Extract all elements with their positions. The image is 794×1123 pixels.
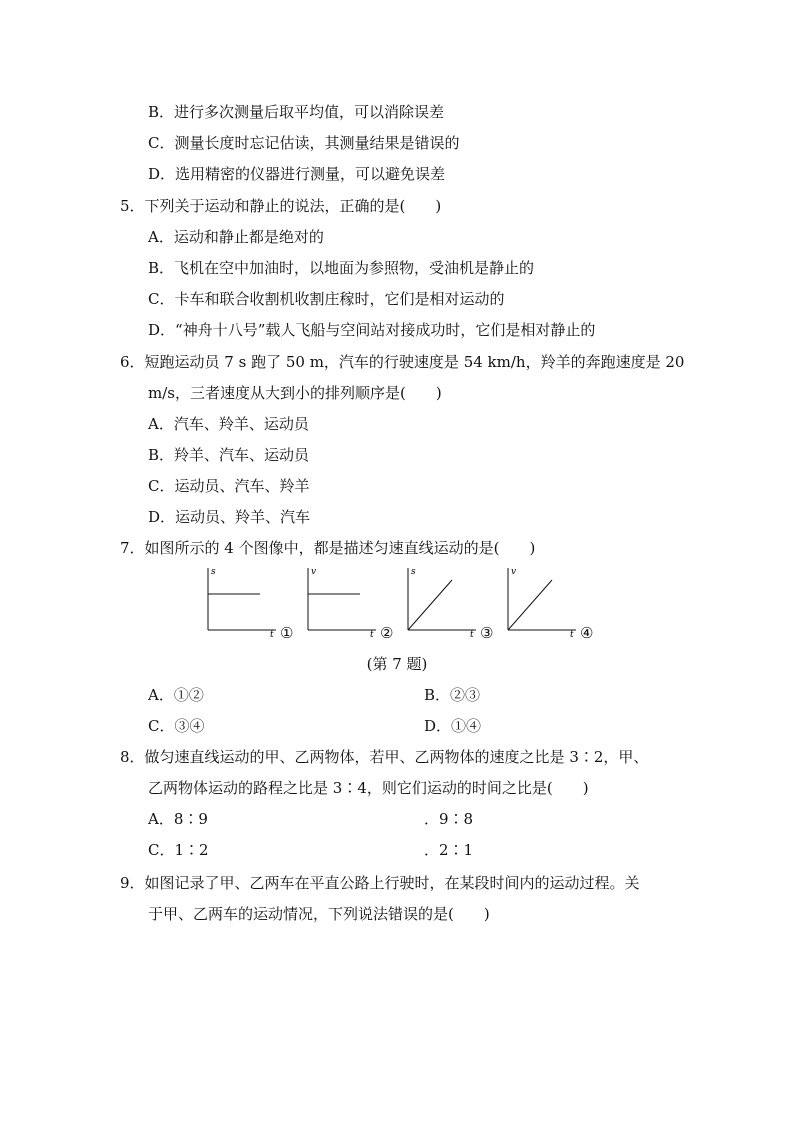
- q6-stem-line1: 6．短跑运动员 7 s 跑了 50 m，汽车的行驶速度是 54 km/h，羚羊的奔跑速度是 20: [120, 353, 685, 371]
- q6-option-b: B．羚羊、汽车、运动员: [148, 446, 310, 464]
- q7-caption: (第 7 题): [366, 655, 428, 673]
- q6-option-c: C．运动员、汽车、羚羊: [148, 477, 310, 495]
- q7-graph-3-x-axis: t: [470, 630, 474, 640]
- q7-option-a: A．①②: [148, 686, 204, 704]
- q7-graph-4-y-axis: v: [511, 567, 517, 577]
- q8-option-b: ．9∶8: [424, 810, 474, 828]
- q4-option-d: D．选用精密的仪器进行测量，可以避免误差: [148, 165, 446, 183]
- q7-graph-1-y-axis: s: [211, 567, 216, 577]
- q7-option-c: C．③④: [148, 717, 205, 735]
- q7-graph-4-x-axis: t: [570, 630, 574, 640]
- q7-option-d: D．①④: [424, 717, 482, 735]
- q5-option-d: D．“神舟十八号”载人飞船与空间站对接成功时，它们是相对静止的: [148, 321, 596, 339]
- q4-option-c: C．测量长度时忘记估读，其测量结果是错误的: [148, 134, 460, 152]
- q5-stem: 5．下列关于运动和静止的说法，正确的是( ): [120, 197, 442, 215]
- q5-option-a: A．运动和静止都是绝对的: [148, 228, 324, 246]
- q8-option-c: C．1∶2: [148, 841, 209, 859]
- q4-option-b: B．进行多次测量后取平均值，可以消除误差: [148, 103, 445, 121]
- q6-option-d: D．运动员、羚羊、汽车: [148, 508, 311, 526]
- q6-option-a: A．汽车、羚羊、运动员: [148, 415, 309, 433]
- q7-graph-3-label: ③: [480, 624, 494, 642]
- q7-graph-2: [306, 564, 396, 644]
- q7-graph-2-x-axis: t: [370, 630, 374, 640]
- q7-graphs: [196, 564, 596, 646]
- q7-graph-1-x-axis: t: [270, 630, 274, 640]
- q6-stem-line2: m/s，三者速度从大到小的排列顺序是( ): [148, 384, 442, 402]
- q7-graph-1: [206, 564, 296, 644]
- q7-stem: 7．如图所示的 4 个图像中，都是描述匀速直线运动的是( ): [120, 539, 536, 557]
- q8-option-a: A．8∶9: [148, 810, 208, 828]
- q8-stem-line2: 乙两物体运动的路程之比是 3∶4，则它们运动的时间之比是( ): [148, 779, 589, 797]
- q7-graph-2-y-axis: v: [311, 567, 317, 577]
- q7-graph-4: [506, 564, 596, 644]
- q7-graph-3: [406, 564, 496, 644]
- q8-option-d: ．2∶1: [424, 841, 474, 859]
- q7-graph-2-label: ②: [380, 624, 394, 642]
- q5-option-c: C．卡车和联合收割机收割庄稼时，它们是相对运动的: [148, 290, 505, 308]
- q8-stem-line1: 8．做匀速直线运动的甲、乙两物体，若甲、乙两物体的速度之比是 3∶2，甲、: [120, 748, 649, 766]
- q7-graph-1-label: ①: [280, 624, 294, 642]
- q7-option-b: B．②③: [424, 686, 481, 704]
- q5-option-b: B．飞机在空中加油时，以地面为参照物，受油机是静止的: [148, 259, 535, 277]
- q7-graph-4-label: ④: [580, 624, 594, 642]
- q7-graph-3-y-axis: s: [411, 567, 416, 577]
- q9-stem-line1: 9．如图记录了甲、乙两车在平直公路上行驶时，在某段时间内的运动过程。关: [120, 874, 640, 892]
- q9-stem-line2: 于甲、乙两车的运动情况，下列说法错误的是( ): [148, 905, 490, 923]
